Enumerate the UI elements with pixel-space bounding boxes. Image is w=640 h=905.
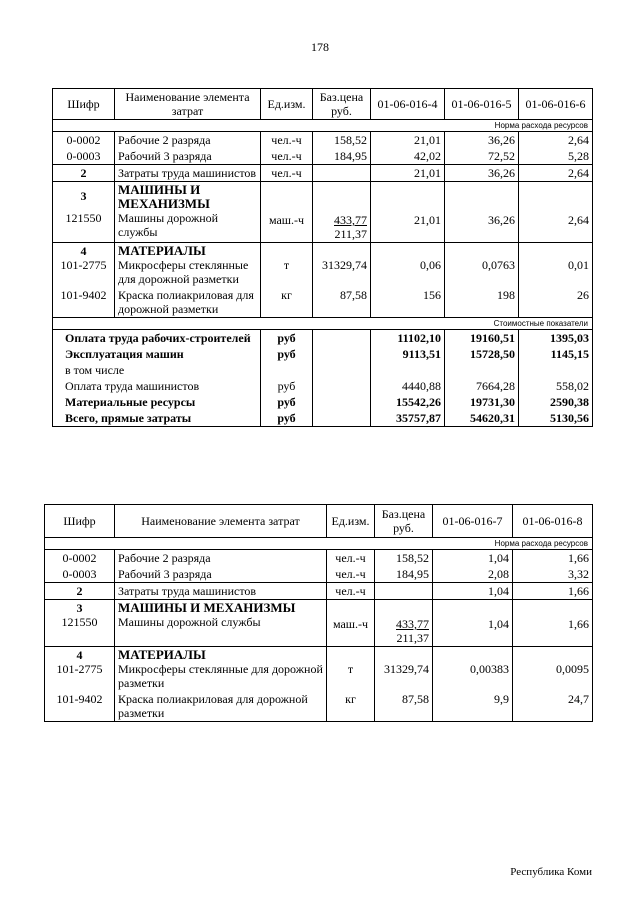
cost-value-1: 35757,87 — [371, 410, 445, 427]
machines-unit: маш.-ч — [332, 617, 369, 631]
cost-unit: руб — [261, 346, 313, 362]
material-price-cell — [313, 243, 371, 288]
table-row — [53, 287, 593, 318]
row-value-1: 2,08 — [433, 566, 513, 583]
header-name: Наименование элемента затрат — [115, 89, 261, 120]
materials-title: МАТЕРИАЛЫ — [118, 647, 206, 662]
machines-unit: маш.-ч — [268, 213, 305, 227]
cost-value-3: 1395,03 — [519, 330, 593, 347]
header-name: Наименование элемента затрат — [115, 505, 327, 538]
table-row — [45, 566, 593, 583]
row-unit: чел.-ч — [261, 148, 313, 165]
material-name: Краска полиакриловая для дорожной разметки — [115, 691, 327, 722]
row-price: 184,95 — [313, 148, 371, 165]
section-number — [53, 243, 115, 288]
material-unit: кг — [327, 691, 375, 722]
cost-unit: руб — [261, 394, 313, 410]
header-price: Баз.цена руб. — [313, 89, 371, 120]
row-value-1: 21,01 — [371, 165, 445, 182]
row-value-2: 1,66 — [513, 550, 593, 567]
machines-price-cell — [375, 600, 433, 647]
cost-value-1: 15542,26 — [371, 394, 445, 410]
row-unit: чел.-ч — [327, 550, 375, 567]
material-value-2: 24,7 — [513, 691, 593, 722]
cost-value-1 — [371, 362, 445, 378]
row-value-1: 42,02 — [371, 148, 445, 165]
cost-section-row — [53, 318, 593, 330]
cost-value-2 — [445, 362, 519, 378]
row-name: Рабочие 2 разряда — [115, 132, 261, 149]
material-code: 101-2775 — [56, 662, 103, 676]
material-value-2-cell — [513, 647, 593, 692]
material-value-1-cell — [371, 243, 445, 288]
cost-value-1: 9113,51 — [371, 346, 445, 362]
header-col-3: 01-06-016-6 — [519, 89, 593, 120]
cost-value-3: 1145,15 — [519, 346, 593, 362]
machines-unit-cell — [261, 182, 313, 243]
norm-section-row — [53, 120, 593, 132]
table-row — [53, 165, 593, 182]
material-value-2: 0,0095 — [556, 662, 589, 676]
header-col-1: 01-06-016-7 — [433, 505, 513, 538]
table-row — [45, 583, 593, 600]
footer-region: Республика Коми — [510, 866, 592, 878]
table-row — [45, 550, 593, 567]
norm-section-row — [45, 538, 593, 550]
header-col-2: 01-06-016-8 — [513, 505, 593, 538]
header-code: Шифр — [53, 89, 115, 120]
materials-section — [45, 647, 593, 692]
row-name: Затраты труда машинистов — [115, 583, 327, 600]
row-name: Затраты труда машинистов — [115, 165, 261, 182]
material-code: 101-9402 — [45, 691, 115, 722]
row-code: 2 — [45, 583, 115, 600]
cost-name: Оплата труда рабочих-строителей — [53, 330, 261, 347]
table-header-row — [45, 505, 593, 538]
machines-title: МАШИНЫ И МЕХАНИЗМЫ — [118, 600, 296, 615]
resource-table-2 — [44, 504, 593, 722]
resource-table-1 — [52, 88, 593, 427]
table-row — [53, 148, 593, 165]
row-code: 0-0003 — [53, 148, 115, 165]
row-value-3: 2,64 — [519, 165, 593, 182]
machines-price-1: 433,77 — [396, 617, 429, 631]
machines-value-2-cell — [513, 600, 593, 647]
material-code: 101-2775 — [60, 258, 107, 272]
machines-number: 3 — [80, 189, 87, 203]
machines-value-3: 2,64 — [568, 213, 589, 227]
cost-empty — [313, 394, 371, 410]
machines-value-1: 21,01 — [414, 213, 441, 227]
cost-value-2: 54620,31 — [445, 410, 519, 427]
row-name: Рабочий 3 разряда — [115, 148, 261, 165]
machines-price-cell — [313, 182, 371, 243]
cost-empty — [313, 346, 371, 362]
row-value-2: 72,52 — [445, 148, 519, 165]
machines-value-1-cell — [433, 600, 513, 647]
row-code: 0-0002 — [45, 550, 115, 567]
header-col-2: 01-06-016-5 — [445, 89, 519, 120]
cost-value-1: 4440,88 — [371, 378, 445, 394]
materials-number: 4 — [80, 244, 87, 258]
machines-name: Машины дорожной службы — [118, 211, 219, 239]
cost-value-1: 11102,10 — [371, 330, 445, 347]
machines-value-1: 1,04 — [488, 617, 509, 631]
material-value-1-cell — [433, 647, 513, 692]
cost-row — [53, 410, 593, 427]
machines-section — [45, 600, 593, 647]
cost-name: Материальные ресурсы — [53, 394, 261, 410]
row-code: 0-0003 — [45, 566, 115, 583]
cost-value-2: 15728,50 — [445, 346, 519, 362]
machines-cell — [115, 600, 327, 647]
material-value-1: 0,06 — [420, 258, 441, 272]
cost-name: Всего, прямые затраты — [53, 410, 261, 427]
row-value-2: 36,26 — [445, 132, 519, 149]
material-price: 87,58 — [375, 691, 433, 722]
header-unit: Ед.изм. — [327, 505, 375, 538]
cost-section-label: Стоимостные показатели — [53, 318, 593, 330]
table-header-row — [53, 89, 593, 120]
materials-section — [53, 243, 593, 288]
material-value-3: 26 — [519, 287, 593, 318]
section-number — [53, 182, 115, 243]
cost-row — [53, 394, 593, 410]
cost-value-2: 7664,28 — [445, 378, 519, 394]
row-value-1: 1,04 — [433, 550, 513, 567]
machines-value-2-cell — [445, 182, 519, 243]
cost-empty — [313, 378, 371, 394]
machines-value-1-cell — [371, 182, 445, 243]
row-price — [313, 165, 371, 182]
header-code: Шифр — [45, 505, 115, 538]
cost-name: Оплата труда машинистов — [53, 378, 261, 394]
cost-empty — [313, 410, 371, 427]
material-unit: т — [283, 258, 290, 272]
row-name: Рабочий 3 разряда — [115, 566, 327, 583]
materials-cell — [115, 243, 261, 288]
cost-value-2: 19160,51 — [445, 330, 519, 347]
material-name: Микросферы стеклянные для дорожной разметки — [118, 258, 249, 286]
material-code: 101-9402 — [53, 287, 115, 318]
material-value-2: 0,0763 — [482, 258, 515, 272]
row-value-2: 3,32 — [513, 566, 593, 583]
machines-value-2: 1,66 — [568, 617, 589, 631]
material-value-3-cell — [519, 243, 593, 288]
row-unit: чел.-ч — [261, 165, 313, 182]
norm-section-label: Норма расхода ресурсов — [53, 120, 593, 132]
row-unit: чел.-ч — [261, 132, 313, 149]
material-unit-cell — [261, 243, 313, 288]
material-value-1: 0,00383 — [470, 662, 509, 676]
cost-value-3: 558,02 — [519, 378, 593, 394]
section-number — [45, 600, 115, 647]
row-price: 158,52 — [313, 132, 371, 149]
cost-row — [53, 346, 593, 362]
cost-value-2: 19731,30 — [445, 394, 519, 410]
materials-cell — [115, 647, 327, 692]
machines-price-2: 211,37 — [334, 227, 367, 241]
row-value-1: 21,01 — [371, 132, 445, 149]
machines-price-2: 211,37 — [396, 631, 429, 645]
machines-code: 121550 — [65, 211, 102, 225]
row-value-2: 1,66 — [513, 583, 593, 600]
row-code: 2 — [53, 165, 115, 182]
machines-number: 3 — [76, 601, 83, 615]
cost-row — [53, 330, 593, 347]
row-price — [375, 583, 433, 600]
row-value-1: 1,04 — [433, 583, 513, 600]
header-unit: Ед.изм. — [261, 89, 313, 120]
machines-unit-cell — [327, 600, 375, 647]
material-name: Краска полиакриловая для дорожной разметки — [115, 287, 261, 318]
row-price: 184,95 — [375, 566, 433, 583]
cost-empty — [313, 362, 371, 378]
material-price: 31329,74 — [384, 662, 429, 676]
material-value-3: 0,01 — [568, 258, 589, 272]
material-price-cell — [375, 647, 433, 692]
row-unit: чел.-ч — [327, 566, 375, 583]
machines-title: МАШИНЫ И МЕХАНИЗМЫ — [118, 182, 210, 211]
machines-section — [53, 182, 593, 243]
material-value-2: 198 — [445, 287, 519, 318]
table-row — [45, 691, 593, 722]
cost-value-3: 5130,56 — [519, 410, 593, 427]
cost-empty — [313, 330, 371, 347]
machines-name: Машины дорожной службы — [118, 615, 261, 629]
row-value-3: 2,64 — [519, 132, 593, 149]
material-price: 31329,74 — [322, 258, 367, 272]
cost-name: Эксплуатация машин — [53, 346, 261, 362]
cost-row — [53, 362, 593, 378]
material-value-2-cell — [445, 243, 519, 288]
section-number — [45, 647, 115, 692]
material-unit: кг — [261, 287, 313, 318]
material-price: 87,58 — [313, 287, 371, 318]
materials-title: МАТЕРИАЛЫ — [118, 243, 206, 258]
row-code: 0-0002 — [53, 132, 115, 149]
materials-number: 4 — [76, 648, 83, 662]
row-value-3: 5,28 — [519, 148, 593, 165]
cost-name: в том числе — [53, 362, 261, 378]
cost-unit: руб — [261, 378, 313, 394]
page-number: 178 — [311, 40, 329, 54]
norm-section-label: Норма расхода ресурсов — [45, 538, 593, 550]
table-row — [53, 132, 593, 149]
cost-unit: руб — [261, 330, 313, 347]
row-price: 158,52 — [375, 550, 433, 567]
cost-unit: руб — [261, 410, 313, 427]
machines-value-2: 36,26 — [488, 213, 515, 227]
machines-code: 121550 — [61, 615, 98, 629]
material-unit-cell — [327, 647, 375, 692]
material-name: Микросферы стеклянные для дорожной разметки — [118, 662, 323, 690]
cost-value-3: 2590,38 — [519, 394, 593, 410]
material-unit: т — [347, 662, 354, 676]
header-price: Баз.цена руб. — [375, 505, 433, 538]
machines-value-3-cell — [519, 182, 593, 243]
material-value-1: 156 — [371, 287, 445, 318]
cost-value-3 — [519, 362, 593, 378]
material-value-1: 9,9 — [433, 691, 513, 722]
row-unit: чел.-ч — [327, 583, 375, 600]
row-name: Рабочие 2 разряда — [115, 550, 327, 567]
cost-row — [53, 378, 593, 394]
cost-unit — [261, 362, 313, 378]
machines-price-1: 433,77 — [334, 213, 367, 227]
row-value-2: 36,26 — [445, 165, 519, 182]
machines-cell — [115, 182, 261, 243]
header-col-1: 01-06-016-4 — [371, 89, 445, 120]
